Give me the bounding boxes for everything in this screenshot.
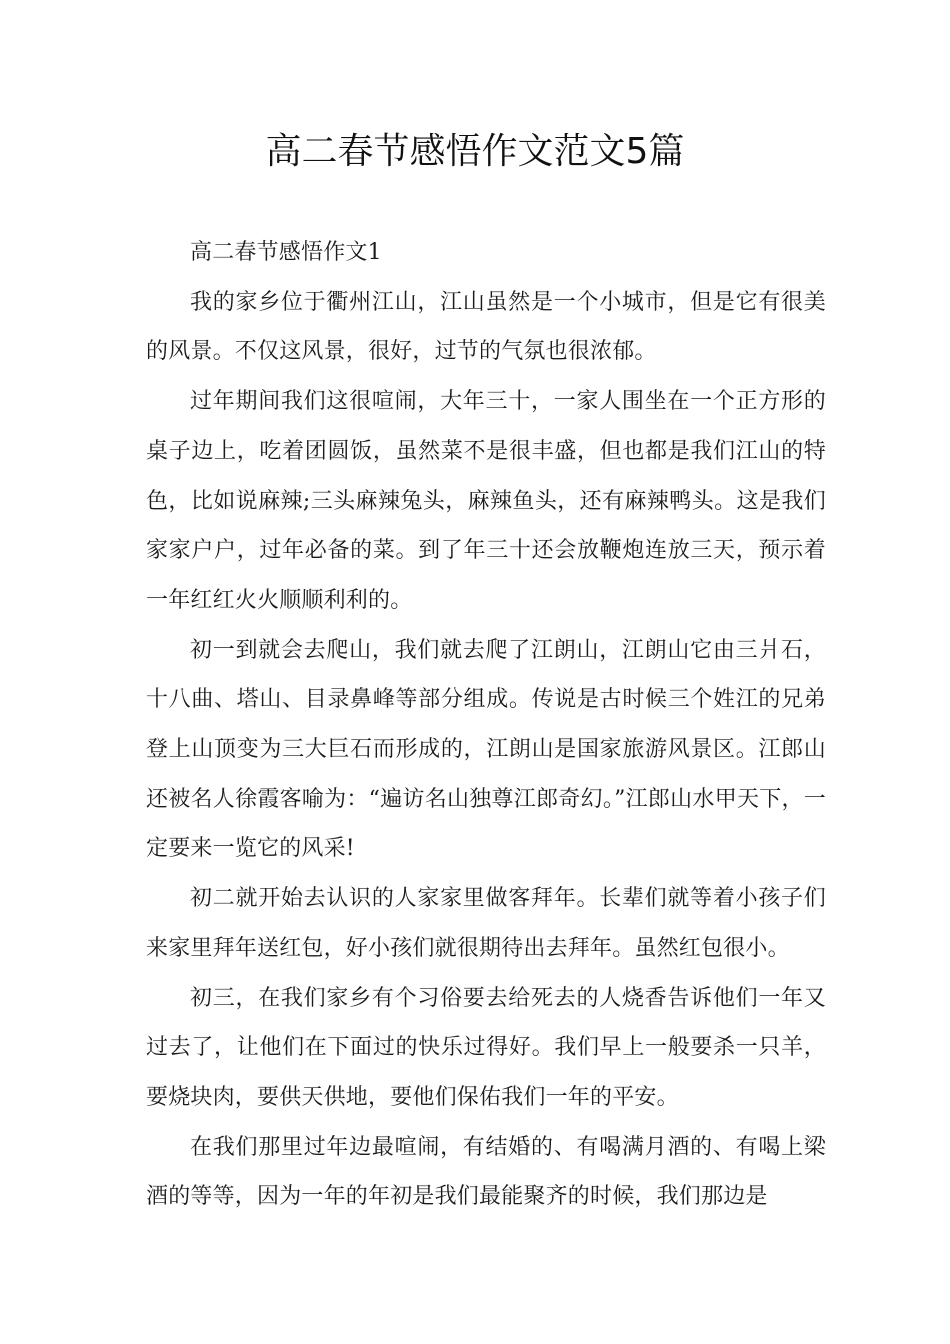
paragraph: 过年期间我们这很喧闹，大年三十，一家人围坐在一个正方形的桌子边上，吃着团圆饭，虽然菜不是很丰盛，但也都是我们江山的特色，比如说麻辣;三头麻辣兔头，麻辣鱼头，还有麻辣鸭头。这是我们家家户户，过年必备的菜。到了年三十还会放鞭炮连放三天，预示着一年红红火火顺顺利利的。 xyxy=(146,389,826,613)
paragraph: 初一到就会去爬山，我们就去爬了江朗山，江朗山它由三爿石，十八曲、塔山、目录鼻峰等部分组成。传说是古时候三个姓江的兄弟登上山顶变为三大巨石而形成的，江朗山是国家旅游风景区。江郎山还被名人徐霞客喻为：“遍访名山独尊江郎奇幻。”江郎山水甲天下，一定要来一览它的风采! xyxy=(146,637,826,862)
paragraph: 在我们那里过年边最喧闹，有结婚的、有喝满月酒的、有喝上梁酒的等等，因为一年的年初是我们最能聚齐的时候，我们那边是 xyxy=(146,1134,826,1210)
paragraph: 初三，在我们家乡有个习俗要去给死去的人烧香告诉他们一年又过去了，让他们在下面过的快乐过得好。我们早上一般要杀一只羊，要烧块肉，要供天供地，要他们保佑我们一年的平安。 xyxy=(146,985,826,1110)
paragraph: 初二就开始去认识的人家家里做客拜年。长辈们就等着小孩子们来家里拜年送红包，好小孩们就很期待出去拜年。虽然红包很小。 xyxy=(146,886,826,961)
document-title: 高二春节感悟作文范文5篇 xyxy=(265,131,685,172)
document-body xyxy=(146,228,826,1222)
section-heading: 高二春节感悟作文1 xyxy=(190,240,382,265)
paragraph: 我的家乡位于衢州江山，江山虽然是一个小城市，但是它有很美的风景。不仅这风景，很好，过节的气氛也很浓郁。 xyxy=(146,289,826,365)
